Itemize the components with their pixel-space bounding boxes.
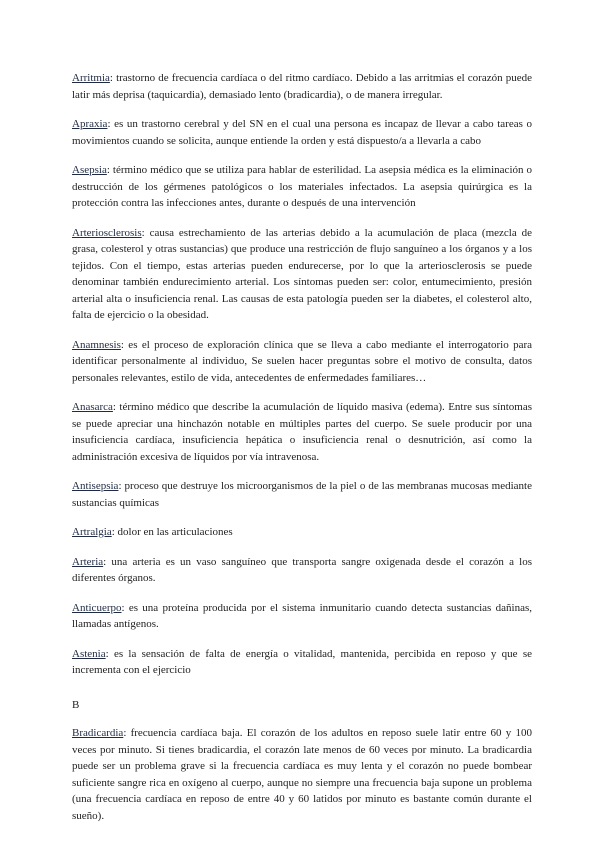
section-letter-heading: B [72,698,80,711]
term: Apraxia [72,118,108,130]
glossary-entry-anamnesis [72,337,532,387]
definition: : es el proceso de exploración clínica que se lleva a cabo mediante el interrogatorio para identificar personalmente al individuo, Se suelen hacer preguntas sobre el motivo de consulta, datos personales relevantes, estilo de vida, antecedentes de enfermedades familiares… [72,338,532,384]
definition: : causa estrechamiento de las arterias debido a la acumulación de placa (mezcla de grasa, colesterol y otras sustancias) que produce una restricción de flujo sanguíneo a los órganos y a los tejidos. Con el tiempo, estas arterias pueden endurecerse, por lo que la arteriosclerosis se puede denominar también endurecimiento arterial. Los síntomas pueden ser: color, entumecimiento, presión arterial alta o insuficiencia renal. Las causas de esta patología pueden ser la diabetes, el colesterol alto, falta de ejercicio o la obesidad. [72,226,532,321]
glossary-entry-anticuerpo [72,600,532,633]
term: Artralgia [72,526,112,538]
definition: : término médico que se utiliza para hablar de esterilidad. La asepsia médica es la eliminación o destrucción de los gérmenes patológicos o los materiales infectados. La asepsia quirúrgica es la protección contra las infecciones antes, durante o después de una intervención [72,164,532,209]
definition: : trastorno de frecuencia cardíaca o del ritmo cardíaco. Debido a las arritmias el corazón puede latir más deprisa (taquicardia), demasiado lento (bradicardia), o de manera irregular. [72,72,532,101]
glossary-entry-artralgia [72,524,532,541]
glossary-entry-arteria [72,554,532,587]
term: Asepsia [72,164,107,176]
definition: : proceso que destruye los microorganismos de la piel o de las membranas mucosas mediante sustancias químicas [72,480,532,509]
term: Anticuerpo [72,601,122,614]
definition: : dolor en las articulaciones [111,526,233,538]
term: Arteria [72,555,104,568]
glossary-entry-apraxia [72,116,532,149]
glossary-entry-bradicardia [72,725,532,824]
glossary-entry-asepsia [72,162,532,212]
definition: : frecuencia cardíaca baja. El corazón de los adultos en reposo suele latir entre 60 y 100 veces por minuto. Si tienes bradicardia, el corazón late menos de 60 veces por minuto. La bradicardia puede ser un problema grave si la frecuencia cardíaca es muy lenta y el corazón no puede bombear suficiente sangre rica en oxígeno al cuerpo, aunque no siempre una frecuencia baja supone un problema (una frecuencia cardíaca en reposo de entre 40 y 60 latidos por minuto es bastante común durante el sueño). [72,727,532,822]
definition: : es un trastorno cerebral y del SN en el cual una persona es incapaz de llevar a cabo tareas o movimientos cuando se solicita, aunque entiende la orden y está dispuesto/a a llevarla a cabo [72,118,532,147]
term: Antisepsia [72,480,119,492]
glossary-entry-antisepsia [72,478,532,511]
definition: : es la sensación de falta de energía o vitalidad, mantenida, percibida en reposo y que se incrementa con el ejercicio [72,647,532,676]
term: Anasarca [72,401,113,413]
glossary-entry-arritmia [72,70,532,103]
term: Arritmia [72,72,110,84]
definition: : término médico que describe la acumulación de líquido masiva (edema). Entre sus síntomas se puede apreciar una hinchazón notable en múltiples partes del cuerpo. Se suele producir por una insuficiencia cardíaca, insuficiencia hepática o insuficiencia renal o desnutrición, así como la administración excesiva de líquidos por vía intravenosa. [72,401,532,463]
term: Astenia [72,647,106,660]
term: Anamnesis [72,338,121,351]
term: Bradicardia [72,727,124,739]
glossary-entry-anasarca [72,399,532,465]
glossary-entry-arteriosclerosis [72,225,532,324]
term: Arteriosclerosis [72,226,142,239]
glossary-entry-astenia [72,646,532,679]
document-page [72,70,532,837]
definition: : una arteria es un vaso sanguíneo que transporta sangre oxigenada desde el corazón a los diferentes órganos. [72,555,532,584]
definition: : es una proteína producida por el sistema inmunitario cuando detecta sustancias dañinas, llamadas antígenos. [72,601,532,630]
